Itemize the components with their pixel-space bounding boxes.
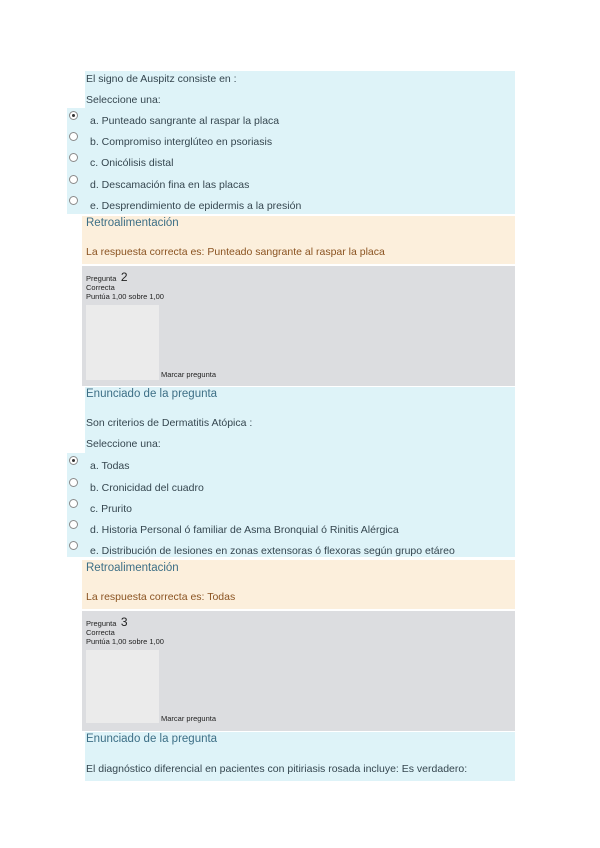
q2-option-c[interactable]: c. Prurito xyxy=(90,503,133,515)
q1-option-c-radio[interactable] xyxy=(69,153,78,162)
q2-option-e-radio[interactable] xyxy=(69,541,78,550)
q2-feedback-text: La respuesta correcta es: Todas xyxy=(86,591,236,603)
q2-select-prompt: Seleccione una: xyxy=(86,438,161,450)
q2-statement-heading: Enunciado de la pregunta xyxy=(86,388,218,400)
q1-option-b-radio[interactable] xyxy=(69,132,78,141)
q2-flag-link[interactable]: Marcar pregunta xyxy=(161,370,217,379)
q2-option-d[interactable]: d. Historia Personal ó familiar de Asma Bronquial ó Rinitis Alérgica xyxy=(90,524,399,536)
q2-state: Correcta xyxy=(86,283,115,292)
q1-option-d[interactable]: d. Descamación fina en las placas xyxy=(90,179,250,191)
q1-option-e-radio[interactable] xyxy=(69,196,78,205)
q3-label-text: Pregunta xyxy=(86,619,117,628)
q3-statement-heading: Enunciado de la pregunta xyxy=(86,733,218,745)
q2-flag-box xyxy=(86,305,159,380)
q2-option-b-radio[interactable] xyxy=(69,478,78,487)
q1-option-c[interactable]: c. Onicólisis distal xyxy=(90,157,174,169)
q2-option-b[interactable]: b. Cronicidad del cuadro xyxy=(90,482,204,494)
q1-option-d-radio[interactable] xyxy=(69,175,78,184)
q3-grade: Puntúa 1,00 sobre 1,00 xyxy=(86,637,164,646)
q2-option-a-radio[interactable] xyxy=(69,456,78,465)
q3-state: Correcta xyxy=(86,628,115,637)
q1-feedback-text: La respuesta correcta es: Punteado sangrante al raspar la placa xyxy=(86,246,385,258)
q2-question-text: Son criterios de Dermatitis Atópica : xyxy=(86,417,253,429)
q1-option-b[interactable]: b. Compromiso interglúteo en psoriasis xyxy=(90,136,273,148)
q1-option-a-radio[interactable] xyxy=(69,111,78,120)
q1-question-text: El signo de Auspitz consiste en : xyxy=(86,73,237,85)
q1-feedback-heading: Retroalimentación xyxy=(86,217,179,229)
q2-grade: Puntúa 1,00 sobre 1,00 xyxy=(86,292,164,301)
q3-number: 3 xyxy=(120,615,128,629)
q2-feedback-heading: Retroalimentación xyxy=(86,562,179,574)
q2-label-text: Pregunta xyxy=(86,274,117,283)
q1-select-prompt: Seleccione una: xyxy=(86,94,161,106)
q2-option-c-radio[interactable] xyxy=(69,499,78,508)
q2-number: 2 xyxy=(120,270,128,284)
q2-option-a[interactable]: a. Todas xyxy=(90,460,130,472)
q1-option-e[interactable]: e. Desprendimiento de epidermis a la presión xyxy=(90,200,302,212)
q3-flag-box xyxy=(86,650,159,723)
q3-question-text: El diagnóstico diferencial en pacientes con pitiriasis rosada incluye: Es verdadero: xyxy=(86,763,468,775)
q2-option-e[interactable]: e. Distribución de lesiones en zonas extensoras ó flexoras según grupo etáreo xyxy=(90,545,455,557)
q3-flag-link[interactable]: Marcar pregunta xyxy=(161,714,217,723)
q2-option-d-radio[interactable] xyxy=(69,520,78,529)
q1-option-a[interactable]: a. Punteado sangrante al raspar la placa xyxy=(90,115,280,127)
